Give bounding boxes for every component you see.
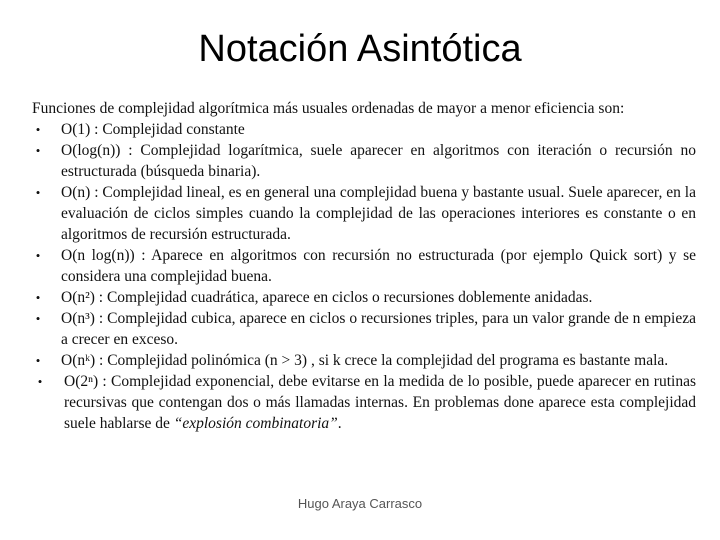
list-item-text: O(log(n)) : Complejidad logarítmica, suele aparecer en algoritmos con iteración o recursión no estructurada (búsqueda binaria). bbox=[61, 142, 696, 180]
list-item-text: O(2ⁿ) : Complejidad exponencial, debe evitarse en la medida de lo posible, puede aparecer en rutinas recursivas que contengan dos o más llamadas internas. En problemas done aparece esta complejidad suele hablarse de bbox=[64, 373, 696, 432]
bullet-icon: • bbox=[35, 353, 41, 368]
list-item bbox=[32, 350, 696, 371]
list-item-text: O(1) : Complejidad constante bbox=[61, 121, 245, 138]
bullet-icon: • bbox=[35, 185, 41, 200]
bullet-icon: • bbox=[35, 248, 41, 263]
complexity-list bbox=[32, 119, 696, 434]
list-item-text: O(nᵏ) : Complejidad polinómica (n > 3) , si k crece la complejidad del programa es bastante mala. bbox=[61, 352, 669, 369]
list-item-text: O(n log(n)) : Aparece en algoritmos con recursión no estructurada (por ejemplo Quick sort) y se considera una complejidad buena. bbox=[61, 247, 696, 285]
bullet-icon: • bbox=[35, 143, 41, 158]
list-item bbox=[32, 245, 696, 287]
list-item bbox=[32, 140, 696, 182]
list-item bbox=[32, 287, 696, 308]
bullet-icon: • bbox=[35, 122, 41, 137]
list-item bbox=[32, 308, 696, 350]
intro-text: Funciones de complejidad algorítmica más usuales ordenadas de mayor a menor eficiencia son: bbox=[32, 100, 625, 117]
slide-body bbox=[32, 98, 696, 434]
list-item bbox=[32, 119, 696, 140]
slide-title: Notación Asintótica bbox=[198, 28, 522, 70]
list-item-text: O(n³) : Complejidad cubica, aparece en ciclos o recursiones triples, para un valor grande de n empieza a crecer en exceso. bbox=[61, 310, 696, 348]
footer-author: Hugo Araya Carrasco bbox=[297, 496, 423, 511]
bullet-icon: • bbox=[35, 290, 41, 305]
bullet-icon: • bbox=[37, 374, 43, 389]
list-item-emphasis: “explosión combinatoria” bbox=[173, 415, 338, 432]
list-item-text: O(n) : Complejidad lineal, es en general una complejidad buena y bastante usual. Suele aparecer, en la evaluación de ciclos simples cuando la complejidad de las operaciones interiores es constante o en algoritmos de recursión estructurada. bbox=[61, 184, 696, 243]
list-item bbox=[32, 182, 696, 245]
list-item bbox=[32, 371, 696, 434]
bullet-icon: • bbox=[35, 311, 41, 326]
list-item-text: O(n²) : Complejidad cuadrática, aparece en ciclos o recursiones doblemente anidadas. bbox=[61, 289, 593, 306]
list-item-end: . bbox=[337, 415, 342, 432]
